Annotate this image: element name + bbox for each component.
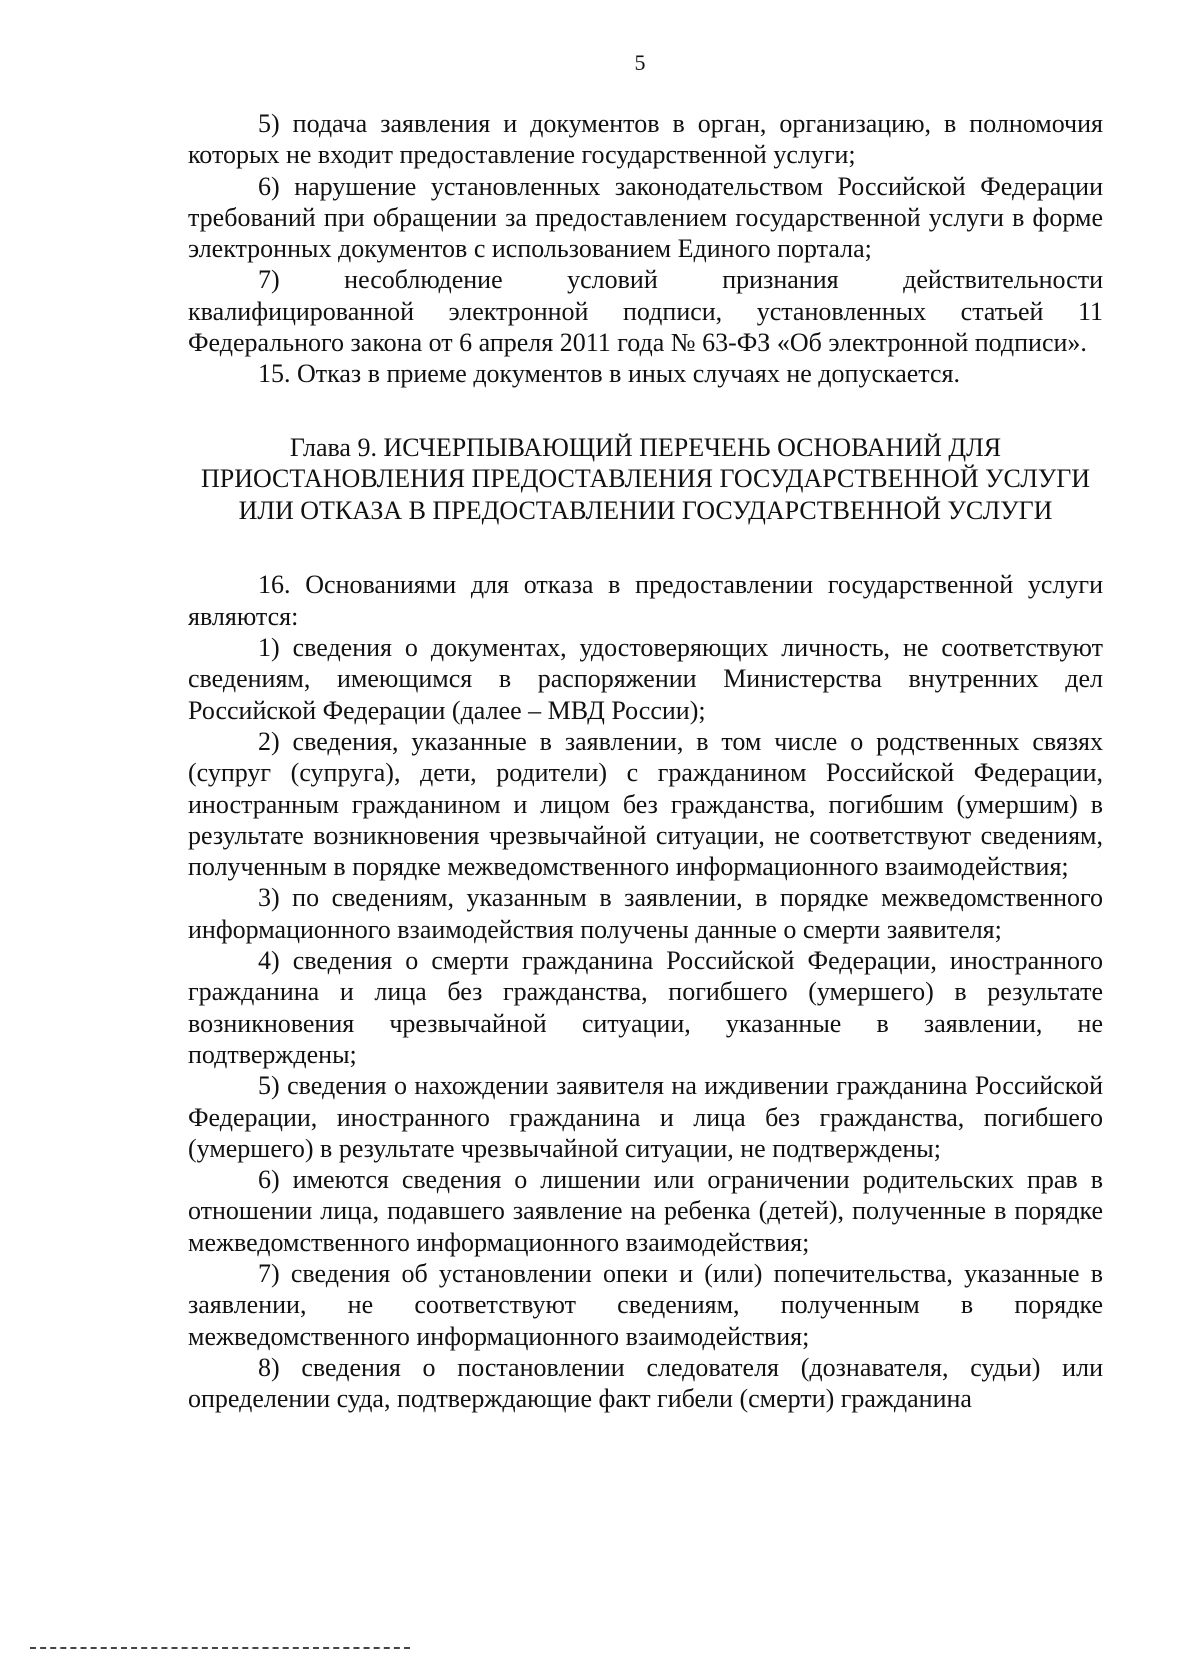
paragraph-item-6: 6) нарушение установленных законодательством Российской Федерации требований при обращении за предоставлением государственной услуги в форме электронных документов с использованием Единого портала;	[188, 171, 1103, 264]
scan-footer-line	[30, 1647, 410, 1649]
paragraph-16-item-6: 6) имеются сведения о лишении или ограничении родительских прав в отношении лица, подавшего заявление на ребенка (детей), полученные в порядке межведомственного информационного взаимодействия;	[188, 1165, 1103, 1257]
paragraph-item-5: 5) подача заявления и документов в орган, организацию, в полномочия которых не входит предоставление государственной услуги;	[188, 109, 1103, 170]
paragraph-16-item-7: 7) сведения об установлении опеки и (или) попечительства, указанные в заявлении, не соответствуют сведениям, полученным в порядке межведомственного информационного взаимодействия;	[188, 1258, 1103, 1351]
paragraph-16-item-3: 3) по сведениям, указанным в заявлении, в порядке межведомственного информационного взаимодействия получены данные о смерти заявителя;	[188, 883, 1103, 944]
paragraph-16: 16. Основаниями для отказа в предоставлении государственной услуги являются:	[188, 570, 1103, 631]
paragraph-15: 15. Отказ в приеме документов в иных случаях не допускается.	[258, 359, 960, 389]
paragraph-16-item-4: 4) сведения о смерти гражданина Российской Федерации, иностранного гражданина и лица без гражданства, погибшего (умершего) в результате возникновения чрезвычайной ситуации, указанные в заявлении, не подтверждены;	[188, 946, 1103, 1069]
paragraph-16-item-8: 8) сведения о постановлении следователя (дознавателя, судьи) или определении суда, подтверждающие факт гибели (смерти) гражданина	[188, 1352, 1103, 1414]
chapter-heading: Глава 9. ИСЧЕРПЫВАЮЩИЙ ПЕРЕЧЕНЬ ОСНОВАНИЙ ДЛЯ ПРИОСТАНОВЛЕНИЯ ПРЕДОСТАВЛЕНИЯ ГОСУДАРСТВЕННОЙ УСЛУГИ ИЛИ ОТКАЗА В ПРЕДОСТАВЛЕНИИ ГОСУДАРСТВЕННОЙ УСЛУГИ	[200, 432, 1091, 525]
paragraph-16-item-2: 2) сведения, указанные в заявлении, в том числе о родственных связях (супруг (супруга), дети, родители) с гражданином Российской Федерации, иностранным гражданином и лицом без гражданства, погибшим (умершим) в результате возникновения чрезвычайной ситуации, не соответствуют сведениям, полученным в порядке межведомственного информационного взаимодействия;	[188, 726, 1103, 882]
paragraph-item-7: 7) несоблюдение условий признания действительности квалифицированной электронной подписи, установленных статьей 11 Федерального закона от 6 апреля 2011 года № 63-ФЗ «Об электронной подписи».	[188, 265, 1103, 358]
paragraph-16-item-1: 1) сведения о документах, удостоверяющих личность, не соответствуют сведениям, имеющимся в распоряжении Министерства внутренних дел Российской Федерации (далее – МВД России);	[188, 633, 1103, 725]
paragraph-16-item-5: 5) сведения о нахождении заявителя на иждивении гражданина Российской Федерации, иностранного гражданина и лица без гражданства, погибшего (умершего) в результате чрезвычайной ситуации, не подтверждены;	[188, 1071, 1103, 1163]
document-body	[188, 108, 1103, 1414]
page-number: 5	[634, 50, 646, 75]
